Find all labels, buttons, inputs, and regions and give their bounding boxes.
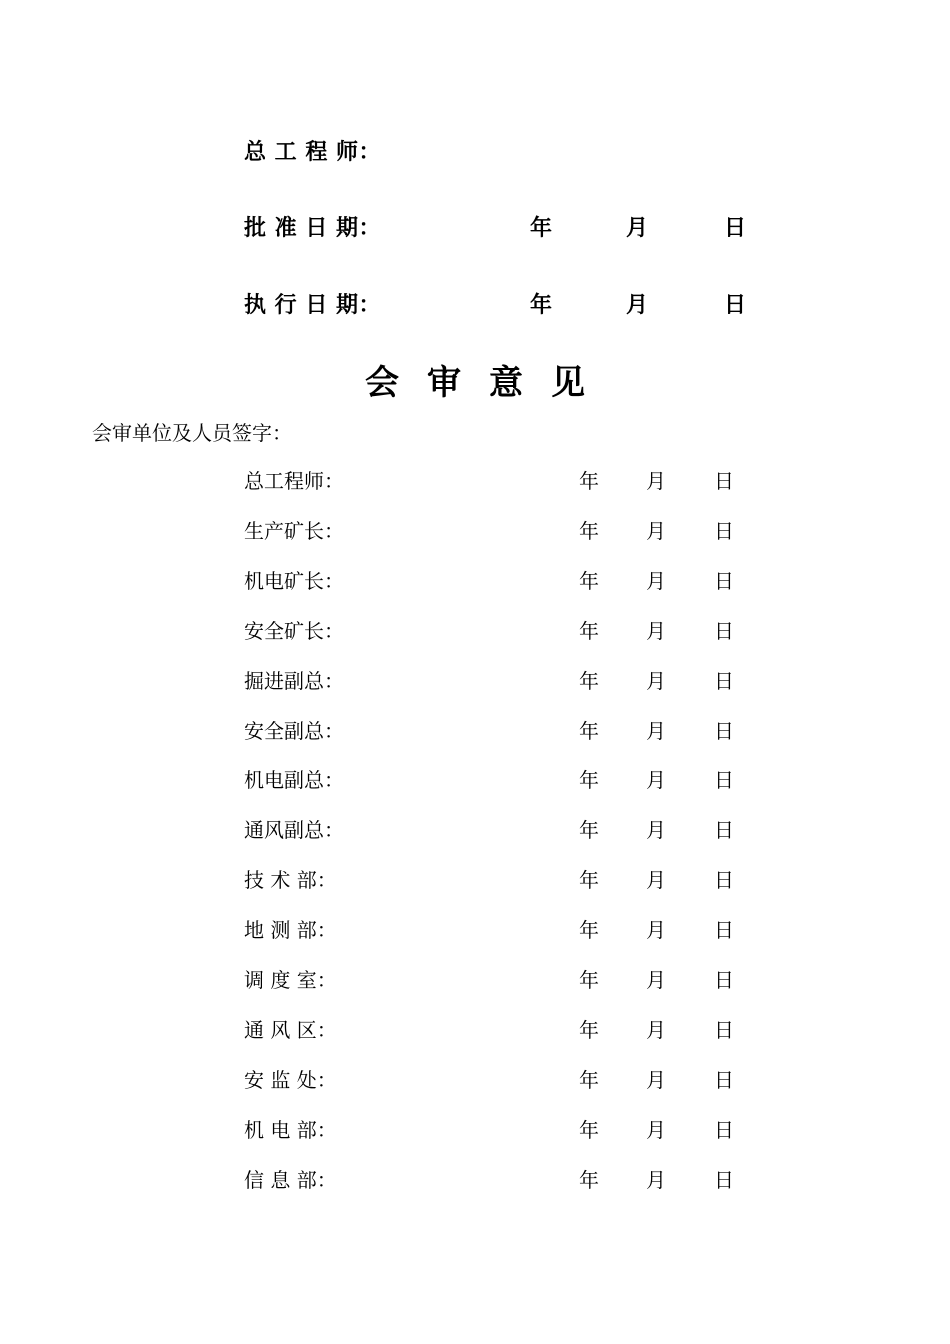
signature-row: [0, 465, 950, 497]
year-label: 年: [579, 668, 599, 693]
year-label: 年: [579, 868, 599, 893]
signature-label: 总工程师：: [244, 469, 344, 493]
day-label: 日: [714, 668, 734, 693]
signature-row: [0, 1114, 950, 1146]
day-label: 日: [714, 868, 734, 893]
signature-label: 调 度 室：: [244, 968, 337, 992]
day-label: 日: [714, 818, 734, 843]
signature-row: [0, 1164, 950, 1196]
day-label: 日: [714, 918, 734, 943]
year-label: 年: [579, 718, 599, 743]
month-label: 月: [626, 292, 649, 318]
month-label: 月: [646, 868, 666, 893]
signature-label: 地 测 部：: [244, 918, 337, 943]
year-label: 年: [579, 768, 599, 793]
year-label: 年: [579, 1067, 599, 1092]
signature-row: [0, 1014, 950, 1046]
year-label: 年: [579, 1167, 599, 1192]
signature-row: [0, 515, 950, 547]
day-label: 日: [714, 618, 734, 643]
year-label: 年: [579, 618, 599, 643]
approval-label: 总 工 程 师：: [244, 139, 381, 165]
year-label: 年: [579, 1117, 599, 1142]
signature-label: 安 监 处：: [244, 1067, 337, 1092]
day-label: 日: [714, 968, 734, 992]
year-label: 年: [579, 1017, 599, 1042]
day-label: 日: [714, 1067, 734, 1092]
signature-row: [0, 665, 950, 697]
signature-label: 信 息 部：: [244, 1167, 337, 1192]
year-label: 年: [530, 292, 553, 318]
signature-label: 生产矿长：: [244, 518, 344, 543]
signature-label: 机电副总：: [244, 768, 344, 793]
signature-row: [0, 565, 950, 597]
approval-row-approval-date: [0, 208, 950, 248]
signature-row: [0, 864, 950, 896]
month-label: 月: [646, 668, 666, 693]
approval-label: 执 行 日 期：: [244, 292, 381, 318]
signature-row: [0, 814, 950, 846]
day-label: 日: [714, 768, 734, 793]
signature-label: 掘进副总：: [244, 668, 344, 693]
month-label: 月: [646, 618, 666, 643]
day-label: 日: [714, 518, 734, 543]
signature-row: [0, 615, 950, 647]
month-label: 月: [646, 768, 666, 793]
year-label: 年: [579, 568, 599, 593]
signature-row: [0, 964, 950, 996]
month-label: 月: [646, 469, 666, 493]
year-label: 年: [579, 968, 599, 992]
day-label: 日: [714, 718, 734, 743]
signature-label: 技 术 部：: [244, 868, 337, 893]
approval-row-execution-date: [0, 285, 950, 325]
day-label: 日: [714, 1017, 734, 1042]
signature-row: [0, 764, 950, 796]
month-label: 月: [626, 215, 649, 241]
day-label: 日: [724, 292, 747, 318]
month-label: 月: [646, 818, 666, 843]
year-label: 年: [579, 918, 599, 943]
day-label: 日: [714, 1117, 734, 1142]
signature-label: 安全副总：: [244, 718, 344, 743]
day-label: 日: [714, 568, 734, 593]
month-label: 月: [646, 1117, 666, 1142]
signature-label: 机 电 部：: [244, 1117, 337, 1142]
signature-label: 通风副总：: [244, 818, 344, 843]
signature-label: 机电矿长：: [244, 568, 344, 593]
month-label: 月: [646, 568, 666, 593]
month-label: 月: [646, 1017, 666, 1042]
year-label: 年: [579, 469, 599, 493]
year-label: 年: [579, 518, 599, 543]
approval-label: 批 准 日 期：: [244, 215, 381, 241]
review-title: 会审意见: [365, 363, 613, 403]
month-label: 月: [646, 968, 666, 992]
approval-row-chief-engineer: [0, 132, 950, 172]
day-label: 日: [724, 215, 747, 241]
signature-label: 通 风 区：: [244, 1017, 337, 1042]
year-label: 年: [579, 818, 599, 843]
day-label: 日: [714, 469, 734, 493]
signature-label: 安全矿长：: [244, 618, 344, 643]
month-label: 月: [646, 918, 666, 943]
signature-row: [0, 914, 950, 946]
signature-row: [0, 1064, 950, 1096]
month-label: 月: [646, 518, 666, 543]
signature-row: [0, 715, 950, 747]
year-label: 年: [530, 215, 553, 241]
month-label: 月: [646, 1167, 666, 1192]
day-label: 日: [714, 1167, 734, 1192]
month-label: 月: [646, 718, 666, 743]
review-subheading: 会审单位及人员签字：: [92, 421, 292, 445]
month-label: 月: [646, 1067, 666, 1092]
